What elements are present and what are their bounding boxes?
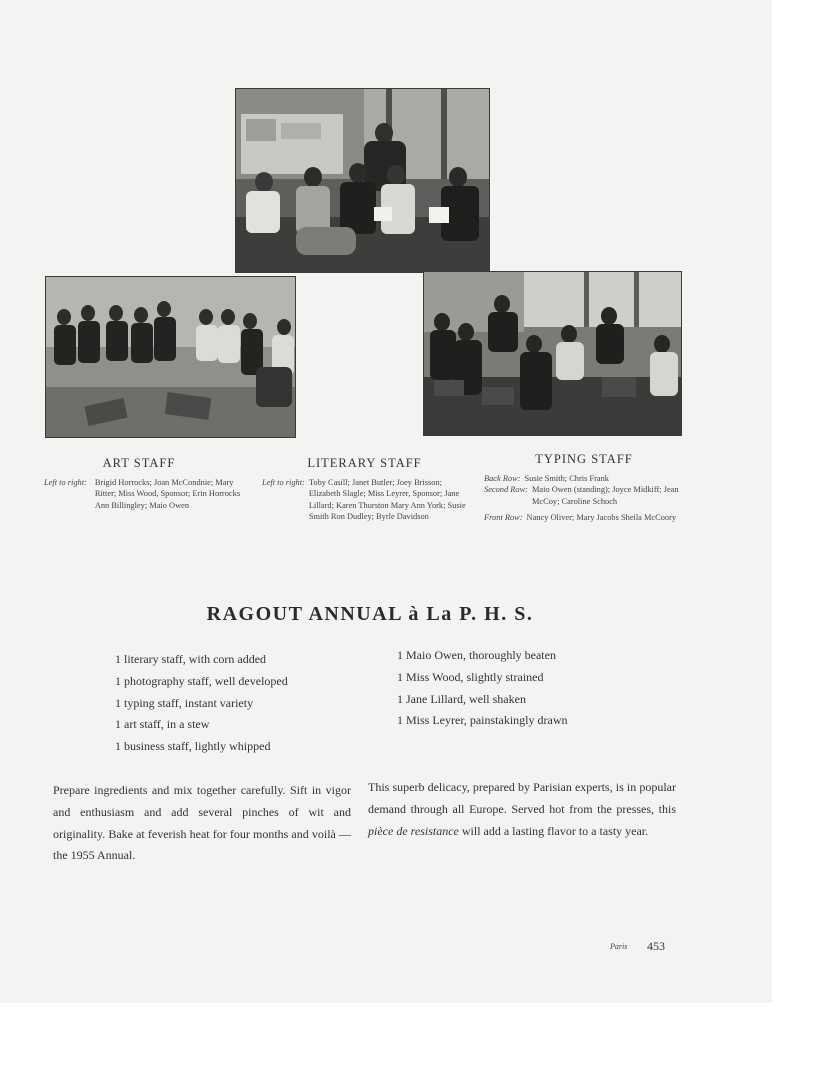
typing-staff-title: TYPING STAFF — [535, 452, 633, 466]
caption-names: Maio Owen (standing); Joyce Midkiff; Jean McCoy; Caroline Schoch — [531, 485, 679, 506]
typing-staff-section — [484, 452, 684, 524]
ingredient-item: 1 literary staff, with corn added — [115, 652, 267, 666]
ingredients-list-right — [397, 645, 567, 732]
art-staff-section — [44, 456, 244, 511]
ingredient-item: 1 photography staff, well developed — [115, 673, 288, 688]
literary-staff-title: LITERARY STAFF — [307, 456, 422, 470]
ingredient-item: 1 Maio Owen, thoroughly beaten — [397, 648, 556, 662]
typing-staff-photo — [423, 271, 682, 436]
caption-row — [484, 484, 684, 507]
ingredient-item: 1 Miss Leyrer, painstakingly drawn — [397, 713, 568, 728]
literary-staff-photo — [235, 88, 490, 273]
ingredients-list-left — [115, 649, 288, 758]
recipe-paragraph-left: Prepare ingredients and mix together carefully. Sift in vigor and enthusiasm and add several pinches of wit and originality. Bake at feverish heat for four months and voilà — the 1955 Annual. — [53, 783, 351, 863]
typing-staff-caption — [484, 473, 684, 524]
paragraph-text: This superb delicacy, prepared by Parisian experts, is in popular demand through all Europe. Served hot from the presses, this — [368, 780, 676, 816]
caption-lead: Front Row: — [484, 513, 523, 523]
caption-names: Toby Casill; Janet Butler; Joey Brisson; Elizabeth Slagle; Miss Leyrer, Sponsor; Jane Lillard; Karen Thurston Mary Ann York; Susie Smith Ron Dudley; Byrle Davidson — [308, 478, 466, 522]
page-number: 453 — [647, 939, 665, 953]
ingredient-item: 1 Jane Lillard, well shaken — [397, 691, 526, 706]
caption-row — [484, 473, 684, 484]
art-staff-caption — [44, 477, 244, 511]
ingredient-item: 1 business staff, lightly whipped — [115, 739, 271, 754]
caption-lead: Second Row: — [484, 485, 528, 495]
art-staff-title: ART STAFF — [102, 456, 176, 470]
ingredient-item: 1 art staff, in a stew — [115, 717, 210, 732]
literary-staff-caption — [262, 477, 467, 523]
ingredient-item: 1 typing staff, instant variety — [115, 695, 254, 710]
paragraph-text: will add a lasting flavor to a tasty year. — [458, 823, 649, 838]
caption-lead: Left to right: — [44, 478, 87, 487]
ingredient-item: 1 Miss Wood, slightly strained — [397, 669, 544, 684]
caption-names: Nancy Oliver; Mary Jacobs Sheila McCoory — [526, 513, 677, 523]
paragraph-emphasis: pièce de resistance — [368, 823, 459, 838]
footer-section-label: Paris — [610, 942, 628, 951]
literary-staff-section — [262, 456, 467, 523]
art-staff-photo — [45, 276, 296, 438]
caption-lead: Back Row: — [484, 474, 521, 483]
recipe-title: RAGOUT ANNUAL à La P. H. S. — [206, 603, 534, 625]
caption-row — [484, 512, 684, 523]
caption-lead: Left to right: — [262, 478, 305, 487]
caption-names: Brigid Horrocks; Joan McCondnie; Mary Ritter; Miss Wood, Sponsor; Erin Horrocks Ann Billingley; Maio Owen — [94, 478, 241, 510]
recipe-paragraph-right — [368, 777, 676, 842]
caption-names: Susie Smith; Chris Frank — [524, 474, 609, 483]
